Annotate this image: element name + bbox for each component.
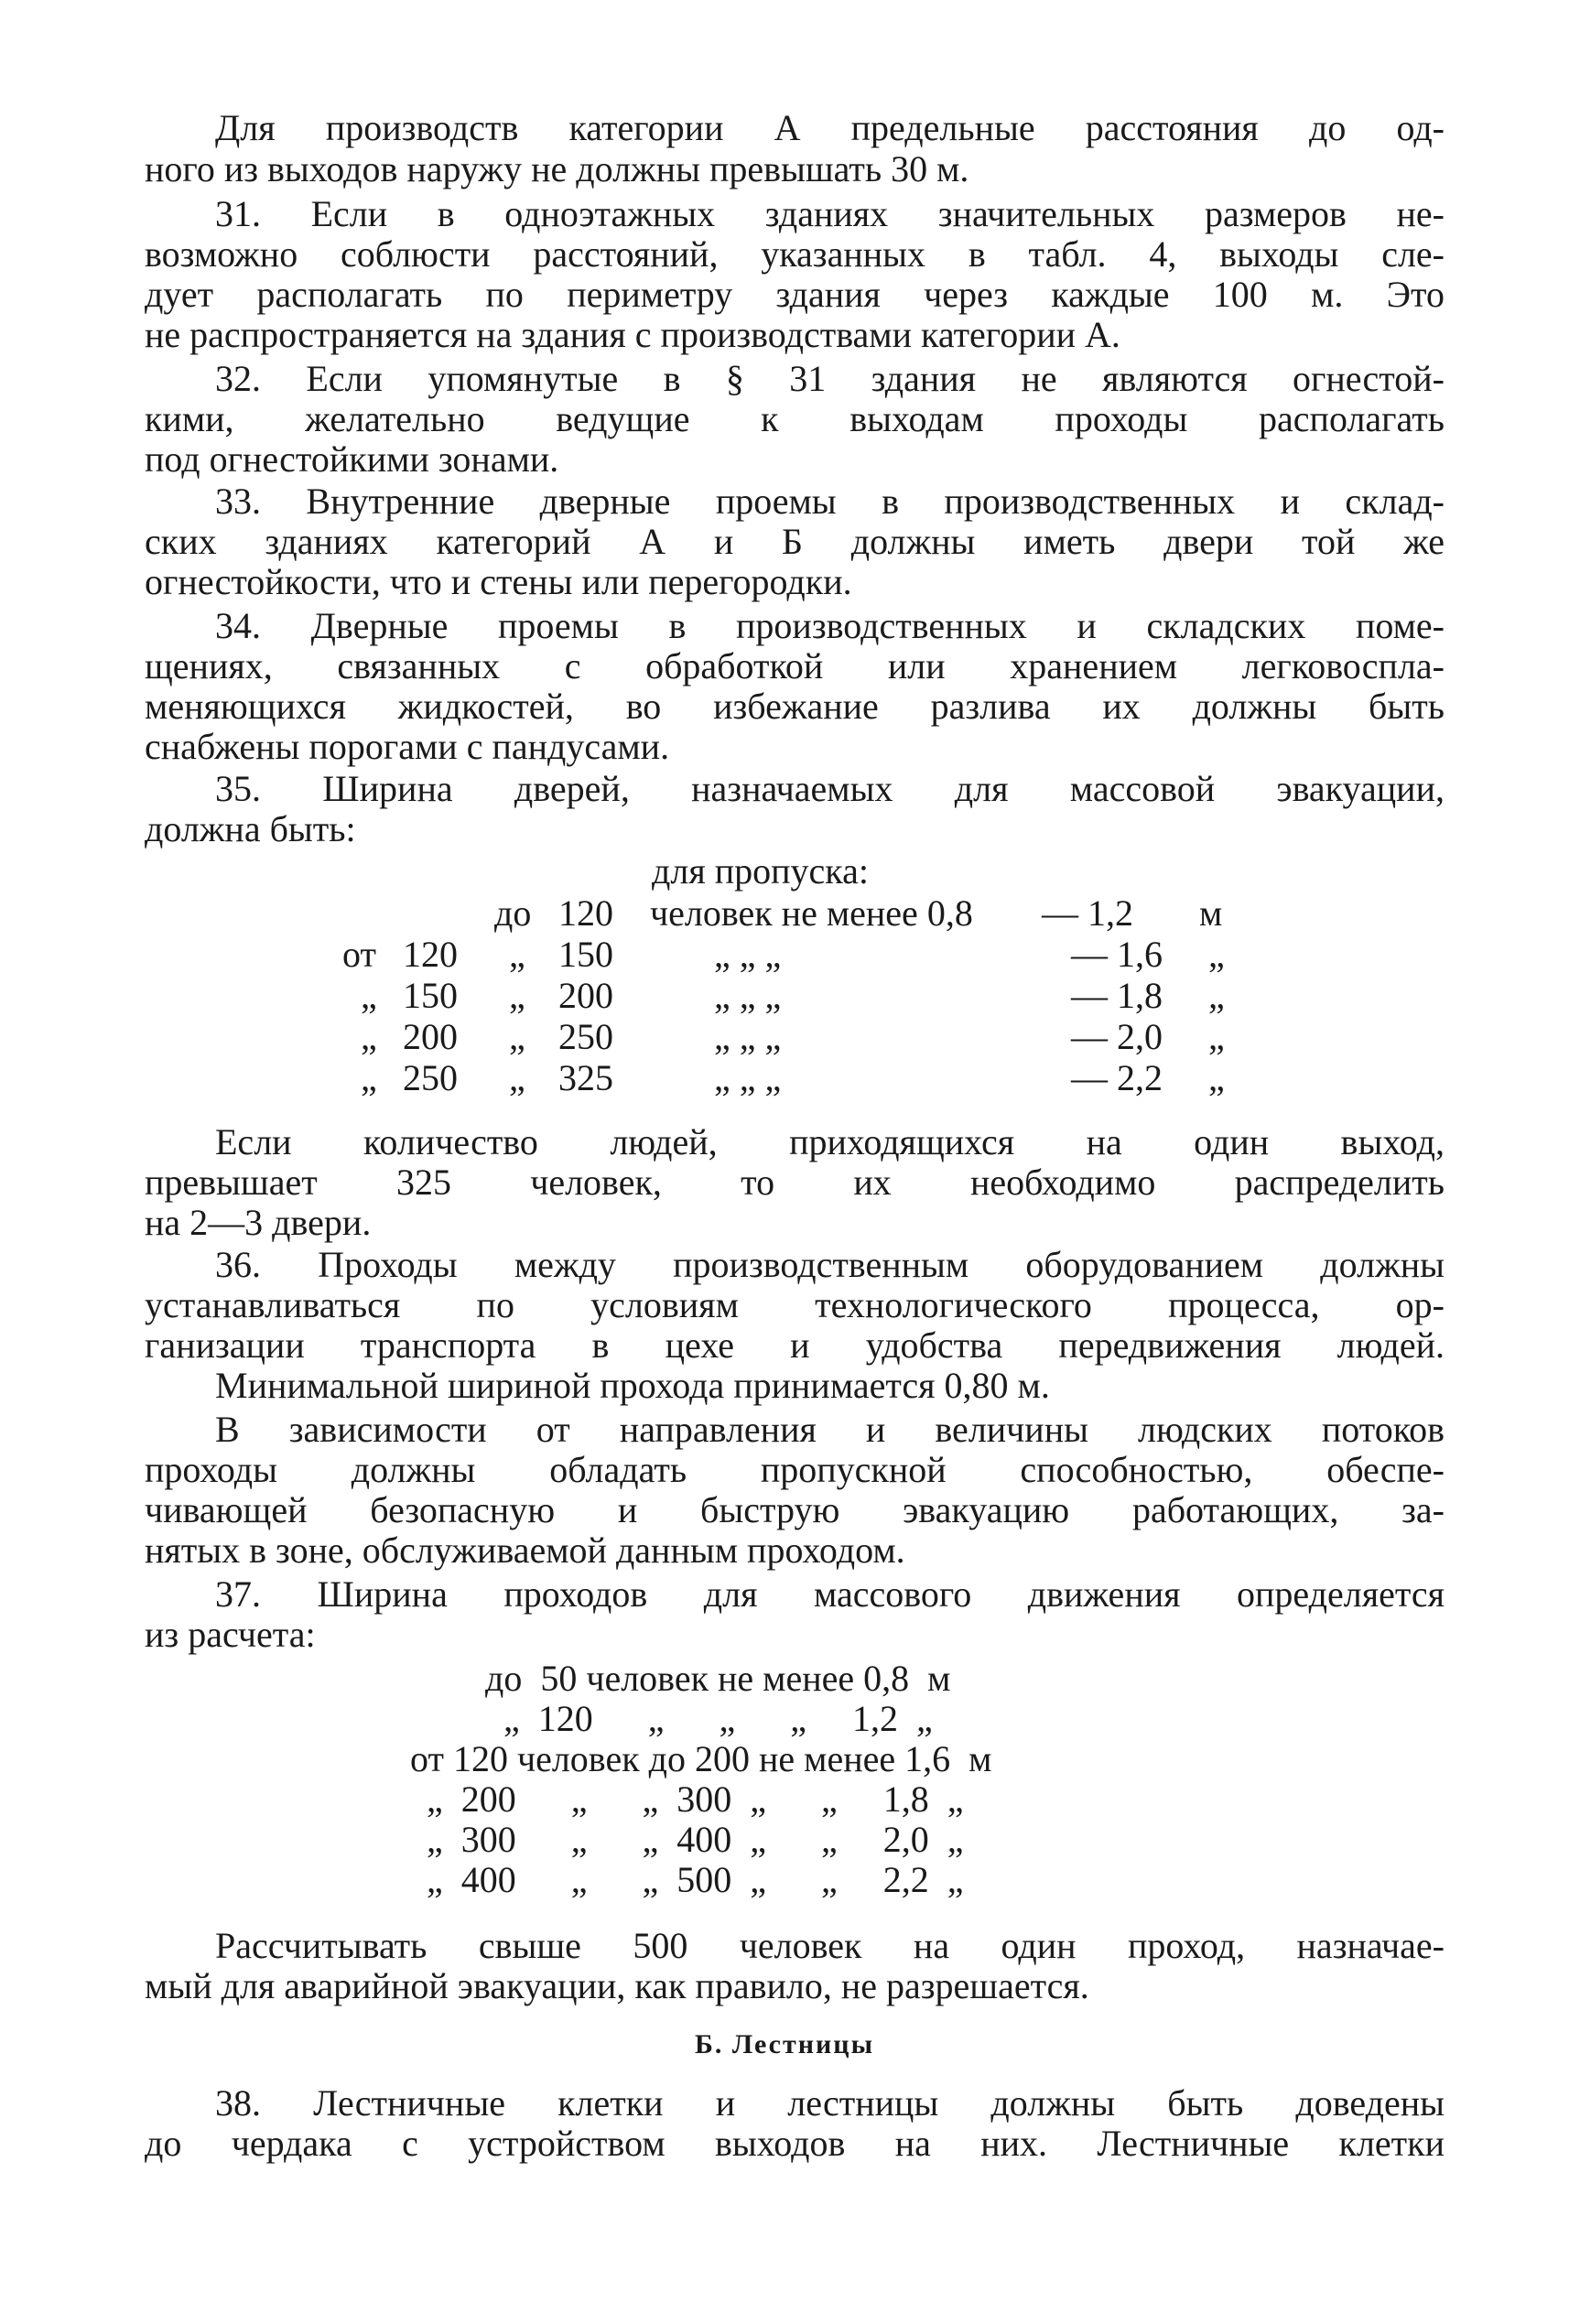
table-cell: от [342,934,376,975]
text-line: 32. Если упомянутые в § 31 здания не являются огнестой- [215,358,1445,399]
table-cell: 200 [403,1016,458,1057]
text-line: ганизации транспорта в цехе и удобства передвижения людей. [145,1324,1445,1366]
table-cell: человек не менее 0,8 [650,892,973,934]
text-line: ного из выходов наружу не должны превышать 30 м. [145,148,969,189]
text-line: дует располагать по периметру здания через каждые 100 м. Это [145,274,1445,315]
text-line: возможно соблюсти расстояний, указанных в табл. 4, выходы сле- [145,233,1445,275]
table1-row [0,1017,1569,1057]
text-line: превышает 325 человек, то их необходимо распределить [145,1162,1445,1203]
text-line: на 2—3 двери. [145,1202,372,1243]
table2-row: до 50 человек не менее 0,8 м [485,1658,951,1699]
table-cell: „ [1208,1016,1225,1057]
text-line: для пропуска: [652,850,869,892]
table-cell: до [494,892,532,934]
text-line: Для производств категории А предельные расстояния до од- [215,107,1445,148]
text-line: 31. Если в одноэтажных зданиях значительных размеров не- [215,193,1445,234]
table1-row [0,893,1569,934]
table-cell: 120 [558,892,613,934]
text-line: ских зданиях категорий А и Б должны иметь двери той же [145,521,1445,562]
text-line: под огнестойкими зонами. [145,438,559,480]
text-line: чивающей безопасную и быструю эвакуацию работающих, за- [145,1489,1445,1530]
text-line: В зависимости от направления и величины людских потоков [215,1409,1445,1450]
text-line: Рассчитывать свыше 500 человек на один проход, назначае- [215,1925,1445,1966]
table-cell: „ [509,1057,525,1098]
table-cell: 325 [558,1057,613,1098]
section-heading: Б. Лестницы [695,2029,874,2059]
table-cell: — 1,8 [1071,975,1163,1016]
table2-row: от 120 человек до 200 не менее 1,6 м [410,1738,992,1779]
table1-row [0,935,1569,975]
text-line: 34. Дверные проемы в производственных и складских поме- [215,605,1445,646]
text-line: снабжены порогами с пандусами. [145,726,670,767]
table-cell: — 2,0 [1071,1016,1163,1057]
table-cell: „ [1208,975,1225,1016]
text-line: щениях, связанных с обработкой или хранением легковоспла- [145,645,1445,686]
text-line: из расчета: [145,1614,316,1655]
table-cell: „ „ „ [714,1016,782,1057]
table-cell: „ [1208,934,1225,975]
table-cell: 250 [403,1057,458,1098]
text-line: нятых в зоне, обслуживаемой данным проходом. [145,1530,905,1571]
table-cell: — 1,6 [1071,934,1163,975]
text-line: Если количество людей, приходящихся на один выход, [215,1121,1445,1162]
table-cell: 200 [558,975,613,1016]
text-line: должна быть: [145,808,356,849]
table2-row: „ 120 „ „ „ 1,2 „ [503,1698,933,1739]
table1-row [0,1058,1569,1098]
table-cell: „ [361,1057,377,1098]
text-line: кими, желательно ведущие к выходам проходы располагать [145,398,1445,439]
table-cell: „ [509,934,525,975]
table-cell: м [1199,892,1223,934]
table2-row: „ 400 „ „ 500 „ „ 2,2 „ [427,1859,964,1900]
table2-row: „ 300 „ „ 400 „ „ 2,0 „ [427,1819,964,1860]
table1-row [0,976,1569,1016]
table-cell: „ [361,975,377,1016]
table-cell: 250 [558,1016,613,1057]
text-line: 37. Ширина проходов для массового движения определяется [215,1573,1445,1615]
table-cell: „ [509,1016,525,1057]
text-line: 38. Лестничные клетки и лестницы должны быть доведены [215,2082,1445,2124]
text-line: 33. Внутренние дверные проемы в производственных и склад- [215,481,1445,522]
text-line: мый для аварийной эвакуации, как правило, не разрешается. [145,1965,1089,2006]
table-cell: „ „ „ [714,934,782,975]
table-cell: „ [361,1016,377,1057]
table-cell: „ [509,975,525,1016]
table-cell: „ „ „ [714,975,782,1016]
text-line: 35. Ширина дверей, назначаемых для массовой эвакуации, [215,768,1445,809]
table-cell: „ [1208,1057,1225,1098]
table-cell: 150 [403,975,458,1016]
table-cell: 150 [558,934,613,975]
text-line: меняющихся жидкостей, во избежание разлива их должны быть [145,686,1445,727]
text-line: проходы должны обладать пропускной способностью, обеспе- [145,1449,1445,1490]
text-line: не распространяется на здания с производствами категории А. [145,314,1120,355]
table-cell: 120 [403,934,458,975]
table-cell: — 2,2 [1071,1057,1163,1098]
text-line: огнестойкости, что и стены или перегородки. [145,561,852,602]
table2-row: „ 200 „ „ 300 „ „ 1,8 „ [427,1778,964,1820]
text-line: устанавливаться по условиям технологического процесса, ор- [145,1284,1445,1325]
text-line: Минимальной шириной прохода принимается 0,80 м. [215,1365,1050,1406]
text-line: до чердака с устройством выходов на них. Лестничные клетки [145,2123,1445,2164]
table-cell: „ „ „ [714,1057,782,1098]
table-cell: — 1,2 [1042,892,1133,934]
text-line: 36. Проходы между производственным оборудованием должны [215,1244,1445,1285]
